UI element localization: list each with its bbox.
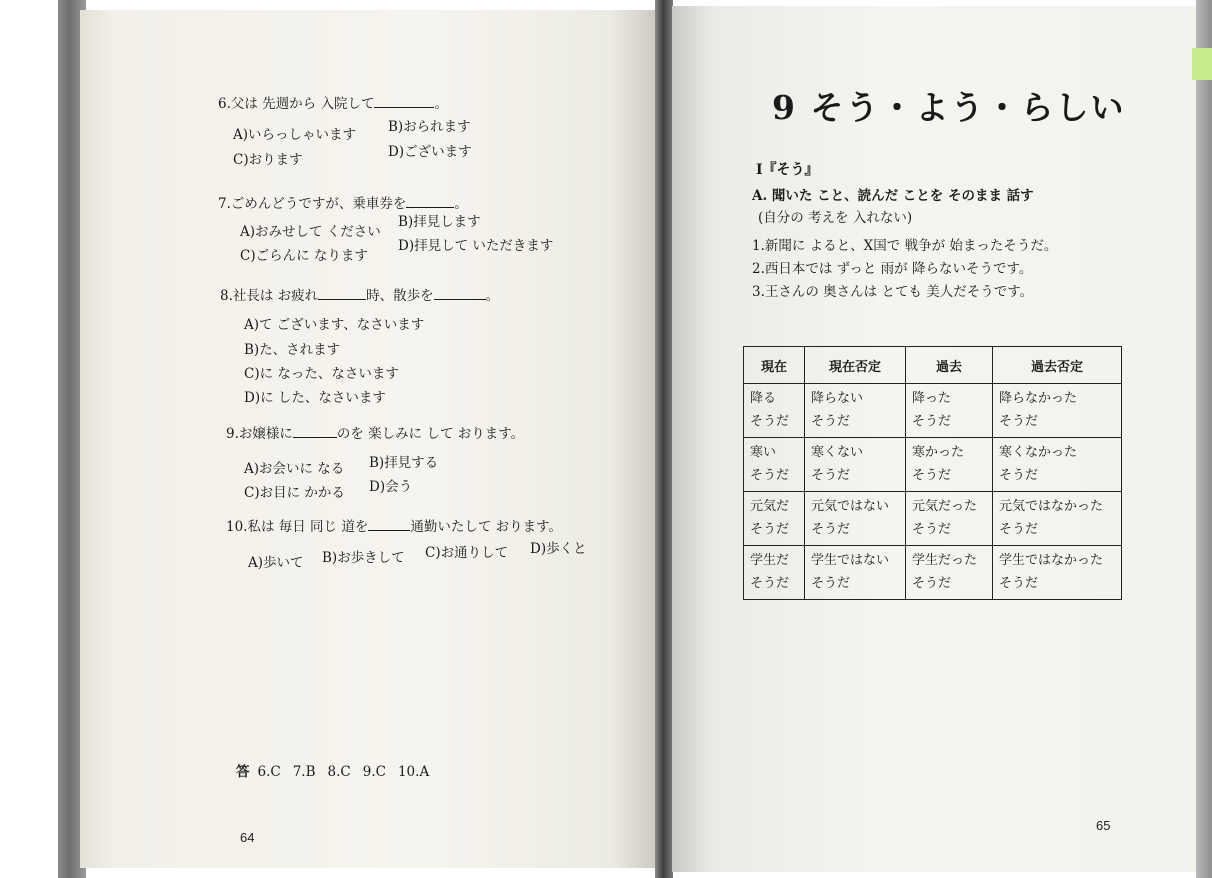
q10-option-a: A)歩いて [248,555,304,571]
table-row [744,438,1122,492]
page-number-right: 65 [1096,818,1111,833]
question-7: 7.ごめんどうですが、乗車券を 。 [218,196,468,212]
table-row [744,384,1122,438]
conjugation-table [743,346,1122,600]
q9-option-c: C)お目に かかる [244,485,345,501]
q9-option-a: A)お会いに なる [244,461,345,477]
example-1: 1.新聞に よると、X国で 戦争が 始まったそうだ。 [752,238,1058,254]
question-6: 6.父は 先週から 入院して 。 [218,96,448,112]
right-page-edges [1196,0,1212,878]
table-cell: 降らなかった そうだ [993,384,1122,438]
table-cell: 学生だった そうだ [906,546,993,600]
table-cell: 降った そうだ [906,384,993,438]
table-cell: 学生だ そうだ [744,546,805,600]
q7-option-a: A)おみせして ください [240,224,381,240]
question-10: 10.私は 毎日 同じ 道を 通勤いたして おります。 [226,519,563,535]
table-row [744,492,1122,546]
q10-option-d: D)歩くと [530,541,587,557]
q6-option-c: C)おります [233,152,303,168]
table-cell: 元気だった そうだ [906,492,993,546]
table-cell: 元気ではない そうだ [805,492,906,546]
question-9: 9.お嬢様に のを 楽しみに して おります。 [226,426,525,442]
question-8: 8.社長は お疲れ 時、散歩を 。 [220,288,500,304]
table-cell: 元気だ そうだ [744,492,805,546]
q7-option-c: C)ごらんに なります [240,248,368,264]
section-heading: I『そう』 [756,162,819,178]
table-row [744,546,1122,600]
table-cell: 寒い そうだ [744,438,805,492]
example-2: 2.西日本では ずっと 雨が 降らないそうです。 [752,261,1033,277]
table-header-row [744,347,1122,384]
q8-option-d: D)に した、なさいます [244,390,386,406]
table-cell: 学生ではなかった そうだ [993,546,1122,600]
table-cell: 学生ではない そうだ [805,546,906,600]
table-cell: 元気ではなかった そうだ [993,492,1122,546]
q8-option-a: A)て ございます、なさいます [244,317,425,333]
q9-option-d: D)会う [369,479,413,495]
table-cell: 寒くなかった そうだ [993,438,1122,492]
header-present-negative: 現在否定 [805,347,906,384]
q7-option-d: D)拝見して いただきます [398,238,554,254]
table-cell: 寒かった そうだ [906,438,993,492]
sticky-tab [1192,48,1212,80]
table-cell: 降らない そうだ [805,384,906,438]
answer-key: 答 6.C 7.B 8.C 9.C 10.A [236,764,430,780]
subsection-note: (自分の 考えを 入れない) [758,210,913,226]
subsection-heading: A. 聞いた こと、読んだ ことを そのまま 話す [752,188,1034,204]
header-past: 過去 [906,347,993,384]
q8-option-b: B)た、されます [244,342,341,358]
header-past-negative: 過去否定 [993,347,1122,384]
table-cell: 寒くない そうだ [805,438,906,492]
chapter-title: 9 そう・よう・らしい [772,88,1126,127]
q8-option-c: C)に なった、なさいます [244,366,399,382]
book-gutter [655,0,673,878]
q9-option-b: B)拝見する [369,455,439,471]
q6-option-d: D)ございます [388,144,472,160]
page-number-left: 64 [240,830,255,845]
q7-option-b: B)拝見します [398,214,481,230]
q10-option-c: C)お通りして [425,545,509,561]
book-cover-edge [0,0,60,878]
q6-option-a: A)いらっしゃいます [233,127,357,143]
q6-option-b: B)おられます [388,119,471,135]
example-3: 3.王さんの 奥さんは とても 美人だそうです。 [752,284,1034,300]
table-cell: 降る そうだ [744,384,805,438]
q10-option-b: B)お歩きして [322,550,405,566]
header-present: 現在 [744,347,805,384]
